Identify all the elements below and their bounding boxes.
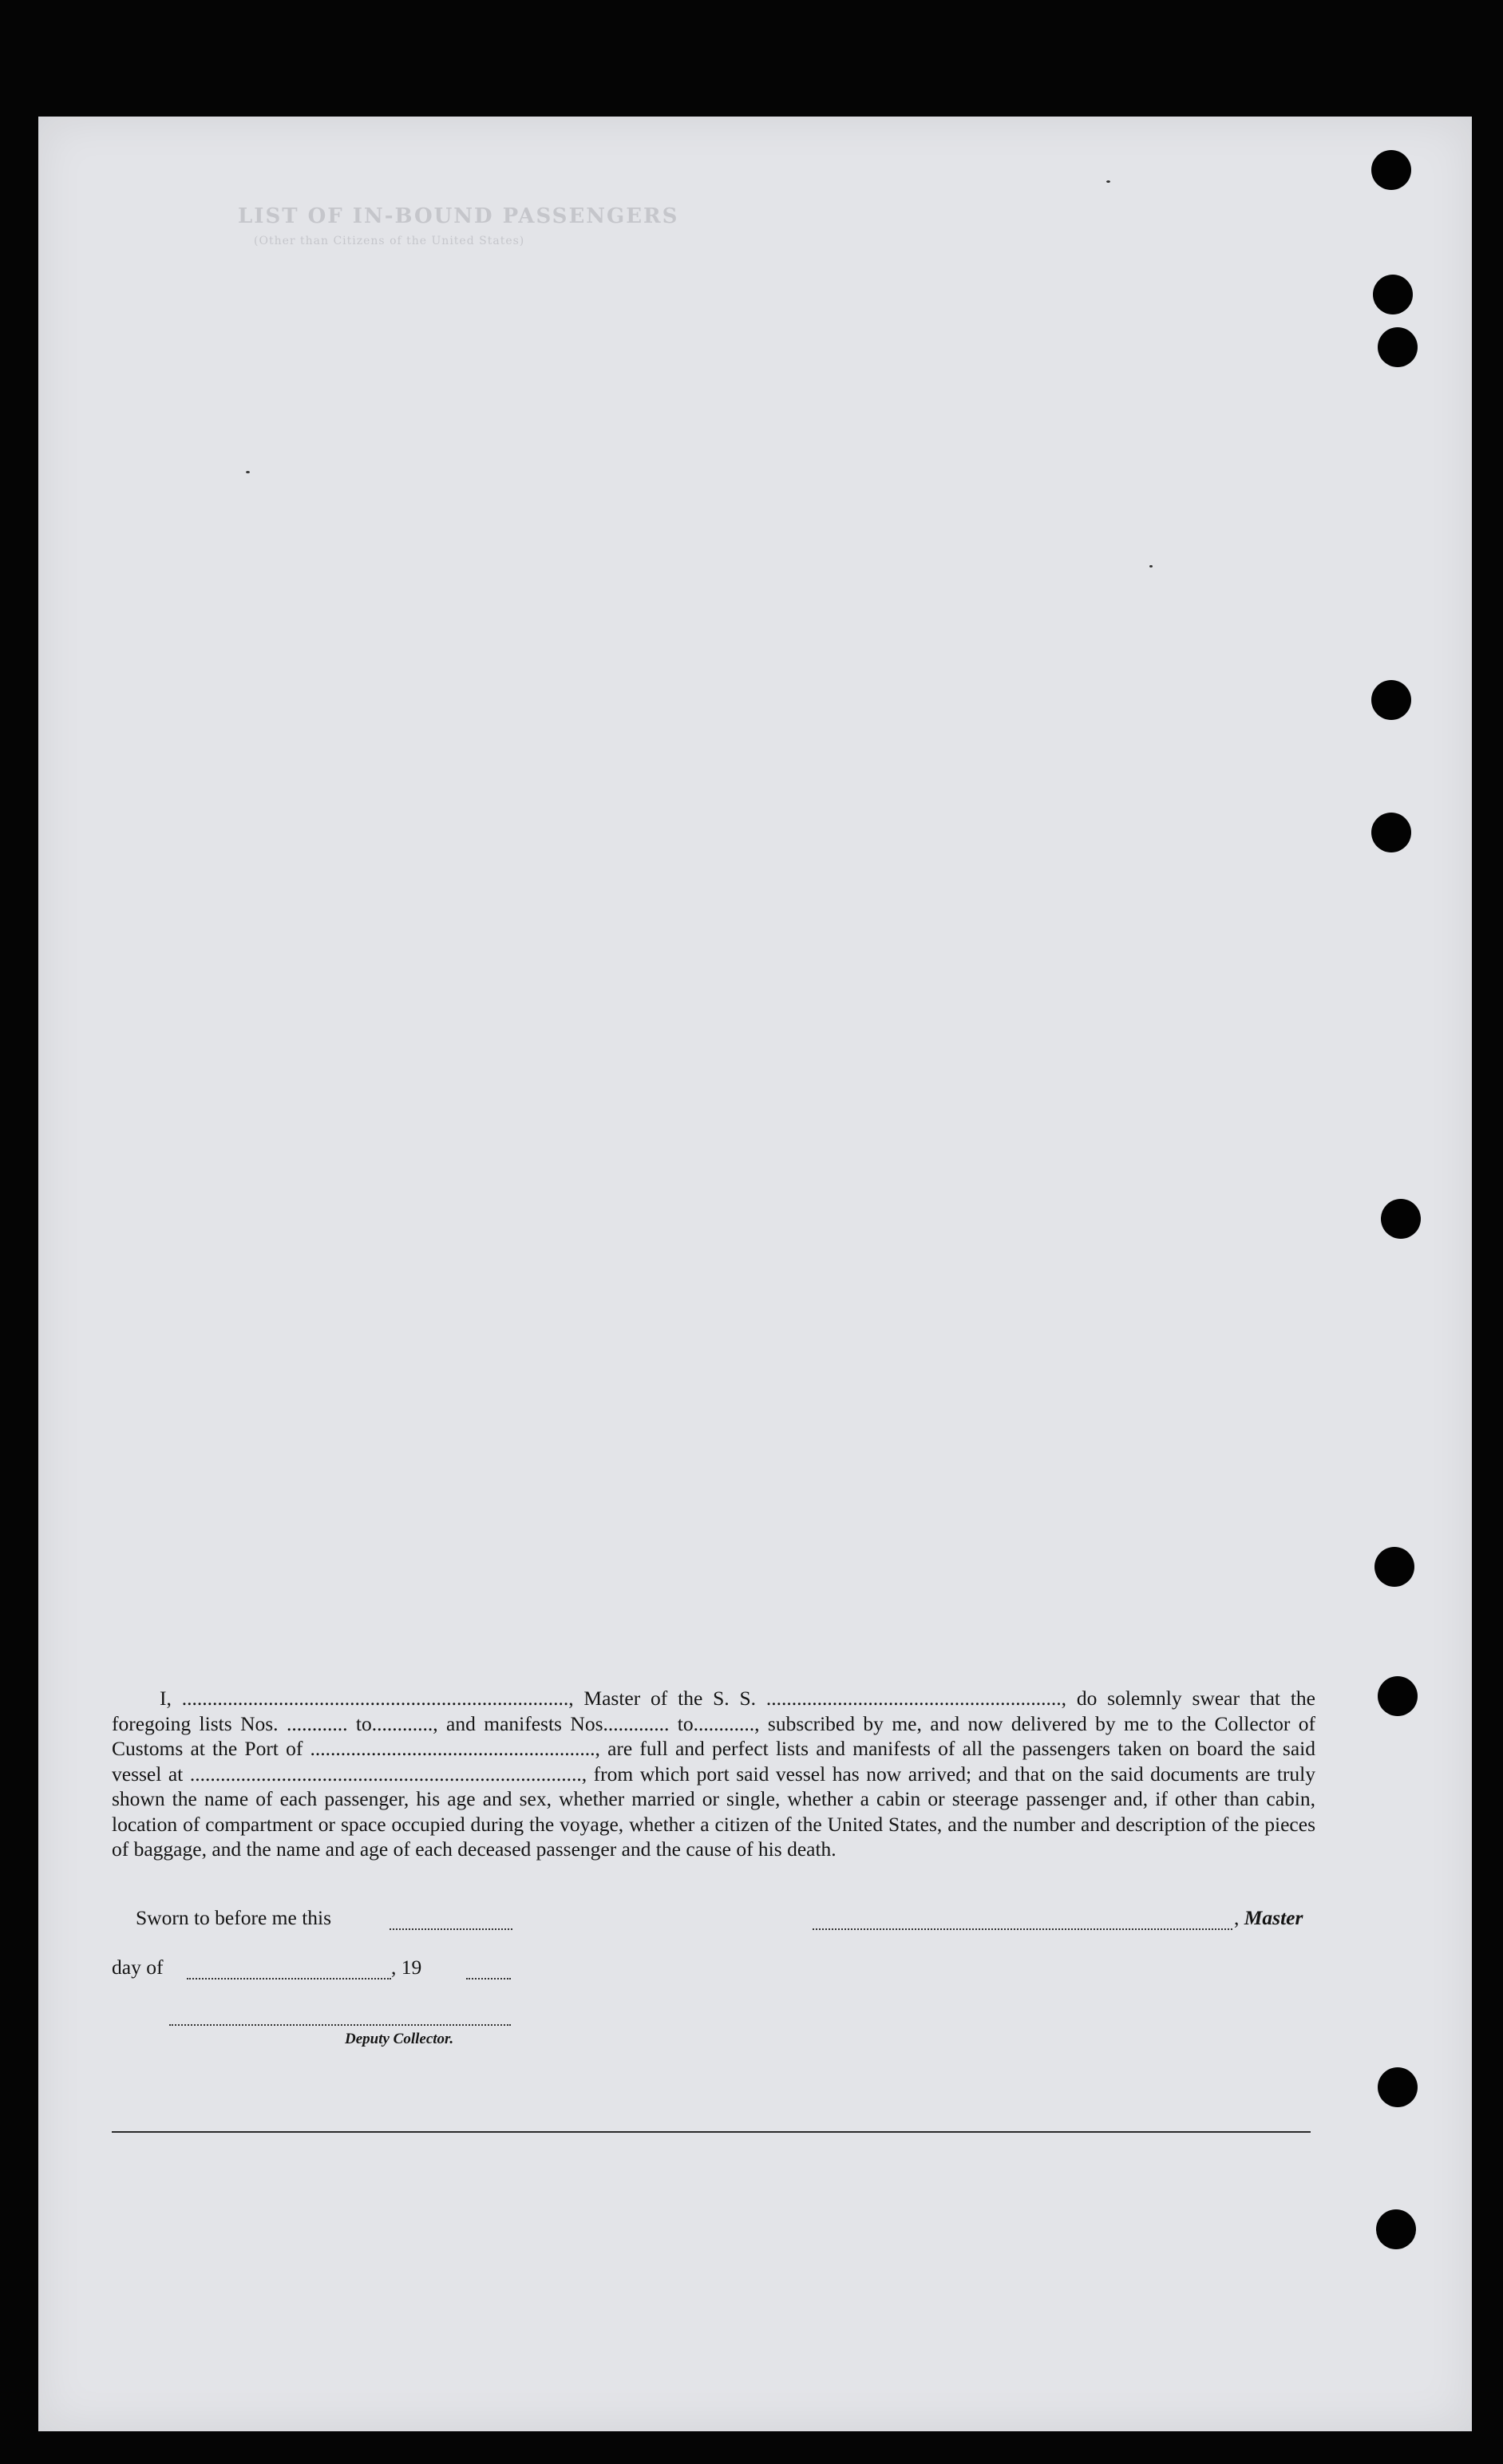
master-signature-blank [813, 1928, 1232, 1930]
year-prefix: , 19 [391, 1956, 422, 1979]
day-of-line [112, 1956, 163, 1980]
deputy-label: Deputy Collector. [345, 2031, 454, 2047]
master-label: Master [1244, 1906, 1303, 1929]
year-blank [466, 1978, 511, 1980]
speck [1149, 565, 1153, 568]
master-line: , Master [1234, 1906, 1303, 1929]
year-line [391, 1956, 421, 1980]
oath-paragraph [112, 1686, 1315, 1862]
sworn-label: Sworn to before me this [136, 1906, 332, 1929]
punch-hole [1378, 327, 1418, 367]
sworn-line [136, 1906, 331, 1930]
day-of-label: day of [112, 1956, 164, 1979]
punch-hole [1378, 2067, 1418, 2107]
punch-hole [1381, 1199, 1421, 1239]
speck [1106, 180, 1110, 183]
deputy-signature-blank [169, 2024, 511, 2026]
oath-text: I, ............................................................................, Master of the S. S. .........................................................., do solemnly swear that the foregoing lists Nos. ............ to............, and manifests Nos............. to............, subscribed by me, and now delivered by me to the Collector of Customs at the Port of ........................................................, are full and perfect lists and manifests of all the passengers taken on board the said vessel at ............................................................................., from which port said vessel has now arrived; and that on the said documents are truly shown the name of each passenger, his age and sex, whether married or single, whether a cabin or steerage passenger and, if other than cabin, location of compartment or space occupied during the voyage, whether a citizen of the United States, and the number and description of the pieces of baggage, and the name and age of each deceased passenger and the cause of his death. [112, 1687, 1315, 1861]
deputy-line [345, 2031, 453, 2048]
punch-hole [1376, 2209, 1416, 2249]
bottom-rule [112, 2131, 1311, 2133]
punch-hole [1371, 680, 1411, 720]
punch-hole [1371, 150, 1411, 190]
punch-hole [1378, 1676, 1418, 1716]
sworn-date-blank [390, 1928, 512, 1930]
punch-hole [1371, 813, 1411, 852]
document-page [38, 117, 1472, 2431]
day-of-blank [187, 1978, 391, 1980]
bleed-through-title: LIST OF IN-BOUND PASSENGERS [238, 204, 679, 228]
bleed-through-subtitle: (Other than Citizens of the United States) [254, 235, 525, 247]
punch-hole [1373, 275, 1413, 314]
speck [246, 471, 250, 473]
punch-hole [1374, 1547, 1414, 1587]
